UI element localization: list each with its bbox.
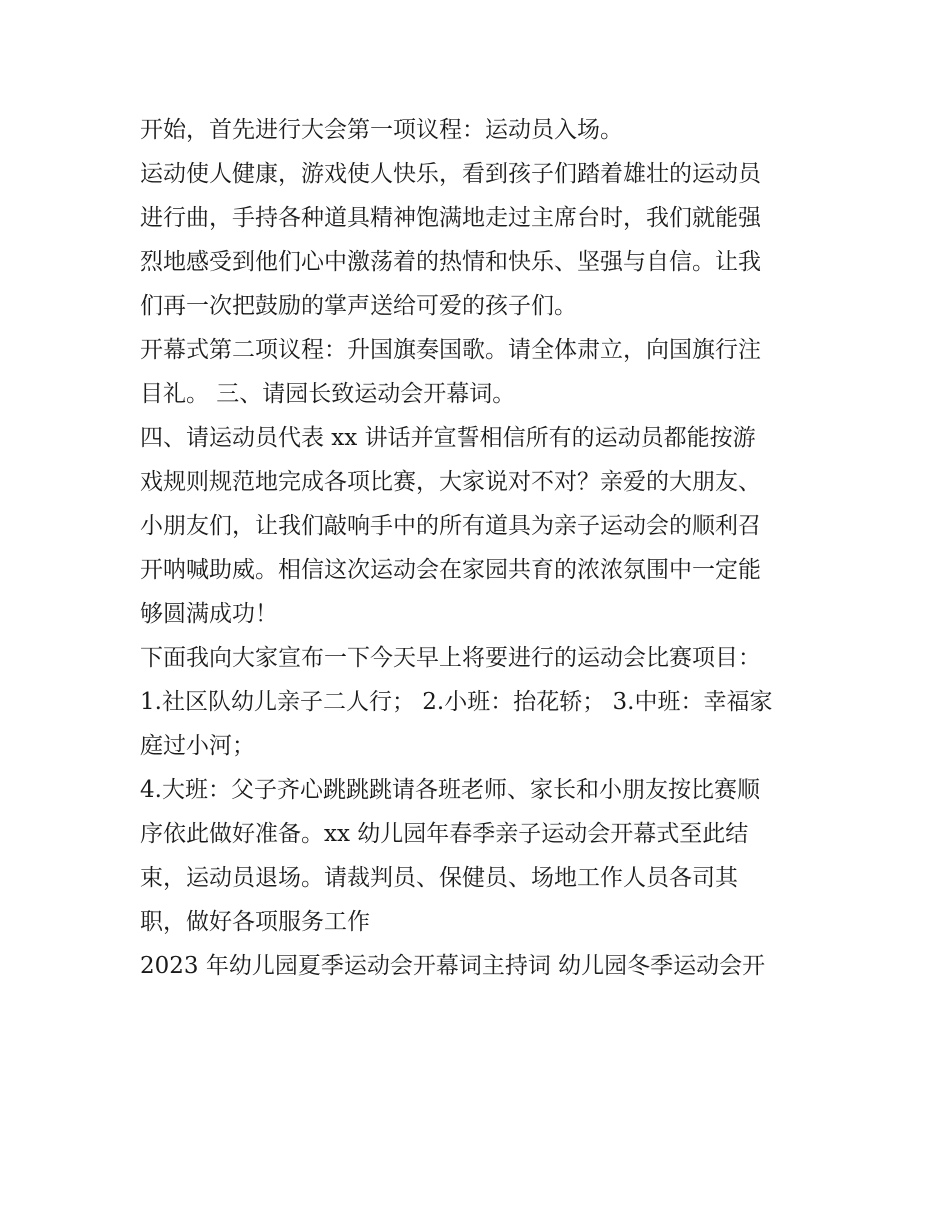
text-line: 庭过小河； — [140, 733, 255, 759]
text-line: 4.大班：父子齐心跳跳跳请各班老师、家长和小朋友按比赛顺 — [140, 777, 760, 803]
text-line: 开呐喊助威。相信这次运动会在家园共育的浓浓氛围中一定能 — [140, 557, 761, 583]
text-line: 开始，首先进行大会第一项议程：运动员入场。 — [140, 117, 623, 143]
text-line: 进行曲，手持各种道具精神饱满地走过主席台时，我们就能强 — [140, 205, 761, 231]
text-line: 目礼。 三、请园长致运动会开幕词。 — [140, 381, 516, 407]
text-line: 够圆满成功！ — [140, 601, 278, 627]
document-body — [140, 108, 812, 988]
text-line: 开幕式第二项议程：升国旗奏国歌。请全体肃立，向国旗行注 — [140, 337, 761, 363]
text-line: 束，运动员退场。请裁判员、保健员、场地工作人员各司其 — [140, 865, 738, 891]
text-line: 戏规则规范地完成各项比赛，大家说对不对？亲爱的大朋友、 — [140, 469, 761, 495]
text-line: 运动使人健康，游戏使人快乐，看到孩子们踏着雄壮的运动员 — [140, 161, 761, 187]
text-line: 四、请运动员代表 xx 讲话并宣誓相信所有的运动员都能按游 — [140, 425, 756, 451]
text-line: 职，做好各项服务工作 — [140, 909, 370, 935]
text-line: 序依此做好准备。xx 幼儿园年春季亲子运动会开幕式至此结 — [140, 821, 749, 847]
text-line: 下面我向大家宣布一下今天早上将要进行的运动会比赛项目： — [140, 645, 761, 671]
text-line: 们再一次把鼓励的掌声送给可爱的孩子们。 — [140, 293, 577, 319]
text-line: 烈地感受到他们心中激荡着的热情和快乐、坚强与自信。让我 — [140, 249, 761, 275]
text-line: 2023 年幼儿园夏季运动会开幕词主持词 幼儿园冬季运动会开 — [140, 953, 766, 979]
text-line: 小朋友们，让我们敲响手中的所有道具为亲子运动会的顺利召 — [140, 513, 761, 539]
text-line: 1.社区队幼儿亲子二人行； 2.小班：抬花轿； 3.中班：幸福家 — [140, 689, 773, 715]
